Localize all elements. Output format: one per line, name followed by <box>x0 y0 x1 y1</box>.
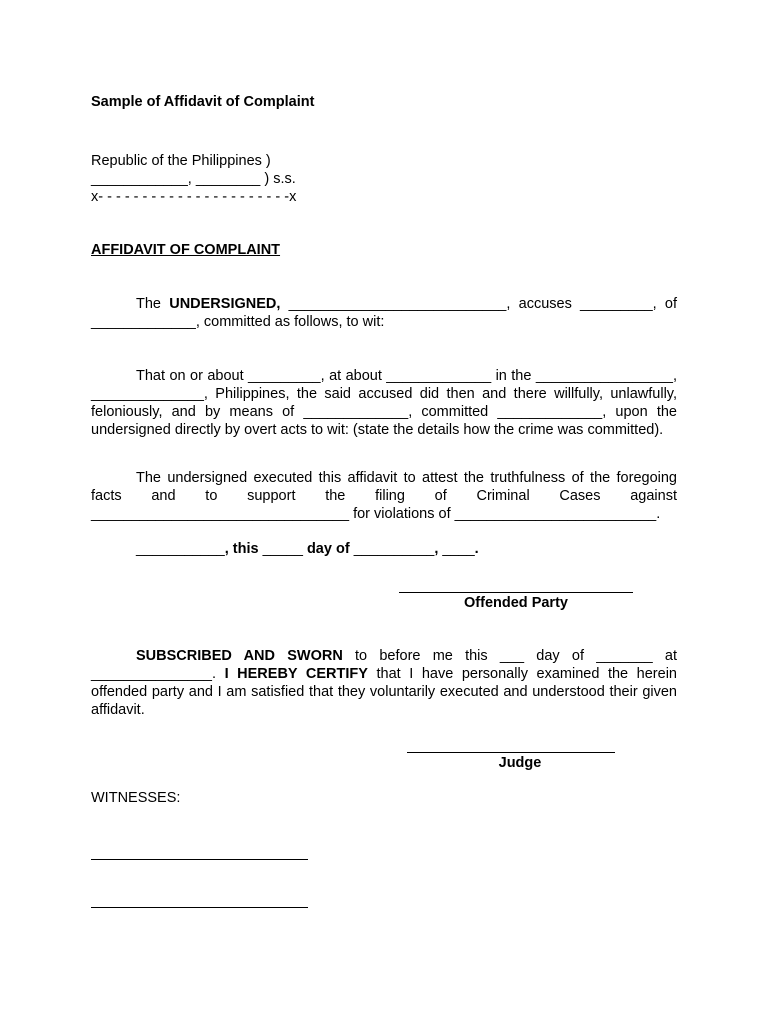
witness-signature-line-1 <box>91 859 308 860</box>
witnesses-label: WITNESSES: <box>91 790 181 806</box>
paragraph-complaint-pre: The <box>136 296 170 312</box>
affidavit-heading: AFFIDAVIT OF COMPLAINT <box>91 242 281 258</box>
month-blank: __________ <box>353 541 435 557</box>
paragraph-subscribed <box>91 647 677 719</box>
execution-date-line <box>136 541 479 557</box>
subscribed-sworn-label: SUBSCRIBED AND SWORN <box>136 648 343 664</box>
year-blank: ____ <box>442 541 475 557</box>
paragraph-incident: That on or about _________, at about _____________ in the _________________, ______________, Philippines, the said accused did then and there willfully, unlawfully, feloniously, and by means of _____________, committed _____________, upon the undersigned directly by overt acts to wit: (state the details how the crime was committed). <box>91 368 677 438</box>
day-of-text: day of <box>302 541 354 557</box>
subscribed-text: to before me this ___ day of _______ at _______________. <box>91 648 677 682</box>
offended-party-label: Offended Party <box>464 595 568 611</box>
certify-text: that I have personally examined the herein offended party and I am satisfied that they voluntarily executed and understood their given affidavit. <box>91 666 677 718</box>
caption-separator: x- - - - - - - - - - - - - - - - - - - - - -x <box>91 189 297 205</box>
offended-party-signature-line <box>399 592 633 593</box>
caption-venue: ____________, ________ ) s.s. <box>91 171 296 187</box>
this-text: , this <box>224 541 263 557</box>
judge-signature-line <box>407 752 615 753</box>
paragraph-complaint <box>91 295 677 331</box>
caption-country: Republic of the Philippines ) <box>91 153 271 169</box>
period-text: . <box>474 541 479 557</box>
witness-signature-line-2 <box>91 907 308 908</box>
document-title: Sample of Affidavit of Complaint <box>91 94 315 110</box>
judge-label: Judge <box>498 755 542 771</box>
comma-text: , <box>434 541 443 557</box>
paragraph-complaint-rest: ___________________________, accuses _________, of _____________, committed as follows, to wit: <box>91 296 677 330</box>
day-blank: _____ <box>262 541 303 557</box>
hereby-certify-label: I HEREBY CERTIFY <box>224 666 368 682</box>
undersigned-label: UNDERSIGNED, <box>169 296 281 312</box>
paragraph-attestation: The undersigned executed this affidavit to attest the truthfulness of the foregoing facts and to support the filing of Criminal Cases against ________________________________ for violations of _________________________. <box>91 470 677 522</box>
place-blank: ___________ <box>136 541 225 557</box>
